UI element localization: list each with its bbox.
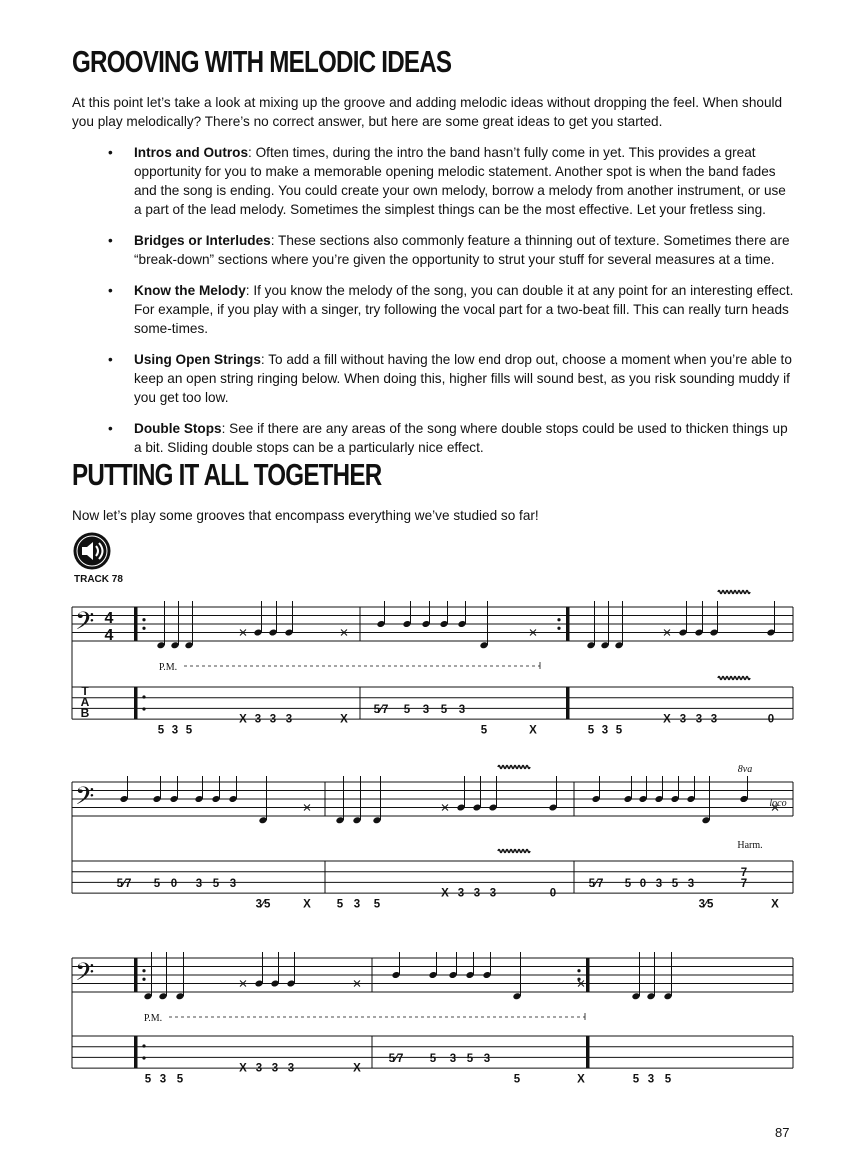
vibrato-icon: [718, 591, 750, 594]
tab-number: 5: [429, 1052, 437, 1065]
time-signature-top: 4: [104, 610, 114, 627]
section-title-putting-together: PUTTING IT ALL TOGETHER: [72, 457, 382, 492]
bullet-text: : Often times, during the intro the band hasn’t fully come in yet. This provides a great opportunity for you to make a memorable opening melodic statement. Another spot is when the band fades and the song is ending. You could create your own melody, borrow a melody from another instrument, or use a part of the lead melody. Sometimes the simplest things can be the most effective. Let your fretless sing.: [134, 145, 786, 217]
bullet-term: Intros and Outros: [134, 145, 249, 160]
page-number: 87: [775, 1125, 790, 1140]
bullet-term: Using Open Strings: [134, 352, 261, 367]
tab-number: X: [441, 887, 449, 900]
tab-number: 5⁄7: [388, 1052, 404, 1065]
tab-number: 3: [647, 1073, 655, 1086]
repeat-barline: [134, 958, 138, 992]
tab-number: 7: [740, 867, 748, 880]
time-signature-bottom: 4: [104, 627, 114, 644]
tab-number: 5⁄7: [116, 877, 132, 890]
bullet-term: Double Stops: [134, 421, 222, 436]
harmonic-label: Harm.: [737, 840, 763, 851]
tab-number: 5⁄7: [373, 703, 389, 716]
palm-mute-label: P.M.: [158, 662, 178, 673]
repeat-barline: [566, 607, 570, 641]
bullet-text: : To add a fill without having the low end drop out, choose a moment when you’re able to keep an open string ringing below. When doing this, higher fills will sound best, as you risk sounding muddy if you get too low.: [134, 352, 792, 405]
tab-number: X: [663, 713, 671, 726]
octave-label: 8va: [737, 764, 753, 775]
tab-number: 5: [373, 898, 381, 911]
tab-number: 3: [159, 1073, 167, 1086]
tab-number: 3: [458, 703, 466, 716]
tab-number: 3: [285, 713, 293, 726]
tab-number: 0: [639, 877, 647, 890]
tab-number: 5: [144, 1073, 152, 1086]
tab-number: 3: [449, 1052, 457, 1065]
repeat-barline: [134, 687, 138, 719]
tab-number: 5: [513, 1073, 521, 1086]
tab-number: 5: [157, 724, 165, 737]
section-intro-paragraph: At this point let’s take a look at mixing up the groove and adding melodic ideas without dropping the feel. When should you play melodically? There’s no correct answer, but here are some great ideas to get you started.: [72, 95, 783, 129]
tab-number: 3: [473, 887, 481, 900]
repeat-dot: [557, 627, 560, 630]
tab-number: 3: [655, 877, 663, 890]
repeat-barline: [134, 1036, 138, 1068]
tab-number: 3: [695, 713, 703, 726]
tab-number: 5: [176, 1073, 184, 1086]
tab-number: 0: [767, 713, 775, 726]
list-item: • Using Open Strings: To add a fill without having the low end drop out, choose a moment when you’re able to keep an open string ringing below. When doing this, higher fills will sound best, as you risk sounding muddy if you get too low.: [108, 352, 792, 405]
repeat-dot: [577, 978, 580, 981]
tab-number: 7: [740, 877, 748, 890]
vibrato-icon: [498, 850, 530, 853]
tab-number: 3⁄5: [255, 898, 271, 911]
repeat-barline: [586, 1036, 590, 1068]
bass-clef-icon: 𝄢: [75, 958, 95, 994]
tab-number: 5: [185, 724, 193, 737]
tab-number: 5: [624, 877, 632, 890]
loco-label: loco: [769, 798, 787, 809]
vibrato-icon: [718, 677, 750, 680]
tab-number: 5: [664, 1073, 672, 1086]
section-title-grooving: GROOVING WITH MELODIC IDEAS: [72, 44, 452, 79]
list-item: • Intros and Outros: Often times, during the intro the band hasn’t fully come in yet. This provides a great opportunity for you to make a memorable opening melodic statement. Another spot is when the band fades and the song is ending. You could create your own melody, borrow a melody from another instrument, or use a part of the lead melody. Sometimes the simplest things can be the most effective. Let your fretless sing.: [108, 145, 786, 217]
tab-number: 0: [170, 877, 178, 890]
bullet-term: Know the Melody: [134, 283, 246, 298]
tab-number: 0: [549, 887, 557, 900]
list-item: • Know the Melody: If you know the melody of the song, you can double it at any point for an interesting effect. For example, if you play with a singer, try following the vocal part for a two-beat fill. This can really turn heads some-times.: [108, 283, 794, 336]
repeat-dot: [577, 969, 580, 972]
tab-number: 5: [403, 703, 411, 716]
tab-number: 3: [269, 713, 277, 726]
repeat-dot: [142, 978, 145, 981]
tab-number: X: [303, 898, 311, 911]
tab-number: X: [340, 713, 348, 726]
bass-clef-icon: 𝄢: [75, 607, 95, 643]
tab-number: 5: [615, 724, 623, 737]
tab-number: 3: [171, 724, 179, 737]
list-item: • Double Stops: See if there are any areas of the song where double stops could be used to thicken things up a bit. Sliding double stops can be a particularly nice effect.: [108, 421, 788, 455]
tab-number: 3: [422, 703, 430, 716]
bullet-text: : See if there are any areas of the song where double stops could be used to thicken things up a bit. Sliding double stops can be a particularly nice effect.: [134, 421, 788, 455]
repeat-dot: [142, 969, 145, 972]
tab-number: 3: [195, 877, 203, 890]
tab-clef-letter: B: [80, 706, 90, 720]
tab-number: 5: [480, 724, 488, 737]
tab-number: X: [239, 1062, 247, 1075]
palm-mute-label: P.M.: [143, 1013, 163, 1024]
tab-number: X: [771, 898, 779, 911]
tab-clef-letter: A: [80, 695, 90, 709]
tab-number: 5: [336, 898, 344, 911]
track-label: TRACK 78: [74, 574, 123, 585]
staff-system: [72, 782, 793, 893]
staff-system: [72, 607, 793, 719]
tab-number: 3: [353, 898, 361, 911]
repeat-dot: [142, 1044, 145, 1047]
tab-number: 3: [679, 713, 687, 726]
tab-number: X: [353, 1062, 361, 1075]
tab-number: 3: [271, 1062, 279, 1075]
tab-number: 5: [671, 877, 679, 890]
tab-number: 3: [229, 877, 237, 890]
tab-number: 3: [457, 887, 465, 900]
repeat-dot: [557, 618, 560, 621]
tab-number: 3: [287, 1062, 295, 1075]
vibrato-icon: [498, 766, 530, 769]
repeat-dot: [142, 618, 145, 621]
tab-number: 5: [212, 877, 220, 890]
tab-number: 3: [255, 1062, 263, 1075]
tab-number: 5: [587, 724, 595, 737]
tab-number: 3: [254, 713, 262, 726]
bullet-text: : If you know the melody of the song, you can double it at any point for an interesting effect. For example, if you play with a singer, try following the vocal part for a two-beat fill. This can really turn heads some-times.: [134, 283, 794, 336]
tab-number: 5⁄7: [588, 877, 604, 890]
bullet-term: Bridges or Interludes: [134, 233, 271, 248]
tab-number: X: [239, 713, 247, 726]
bass-clef-icon: 𝄢: [75, 782, 95, 818]
tab-number: 5: [632, 1073, 640, 1086]
tab-number: X: [577, 1073, 585, 1086]
tab-number: 3⁄5: [698, 898, 714, 911]
section-intro-paragraph: Now let’s play some grooves that encompass everything we’ve studied so far!: [72, 508, 539, 523]
list-item: • Bridges or Interludes: These sections also commonly feature a thinning out of texture. Sometimes there are “break-down” sections where you’re given the opportunity to strut your stuff for several measures at a time.: [108, 233, 790, 267]
tab-number: 3: [687, 877, 695, 890]
repeat-dot: [142, 627, 145, 630]
repeat-dot: [142, 707, 145, 710]
repeat-barline: [586, 958, 590, 992]
tab-number: 3: [601, 724, 609, 737]
repeat-dot: [142, 695, 145, 698]
tab-number: 5: [153, 877, 161, 890]
tab-number: 5: [440, 703, 448, 716]
tab-clef-letter: T: [81, 684, 89, 698]
tab-number: 3: [489, 887, 497, 900]
bullet-text: : These sections also commonly feature a thinning out of texture. Sometimes there are “break-down” sections where you’re given the opportunity to strut your stuff for several measures at a time.: [134, 233, 790, 267]
tab-number: X: [529, 724, 537, 737]
repeat-barline: [566, 687, 570, 719]
tab-number: 3: [483, 1052, 491, 1065]
repeat-dot: [142, 1056, 145, 1059]
repeat-barline: [134, 607, 138, 641]
tab-number: 3: [710, 713, 718, 726]
tab-number: 5: [466, 1052, 474, 1065]
